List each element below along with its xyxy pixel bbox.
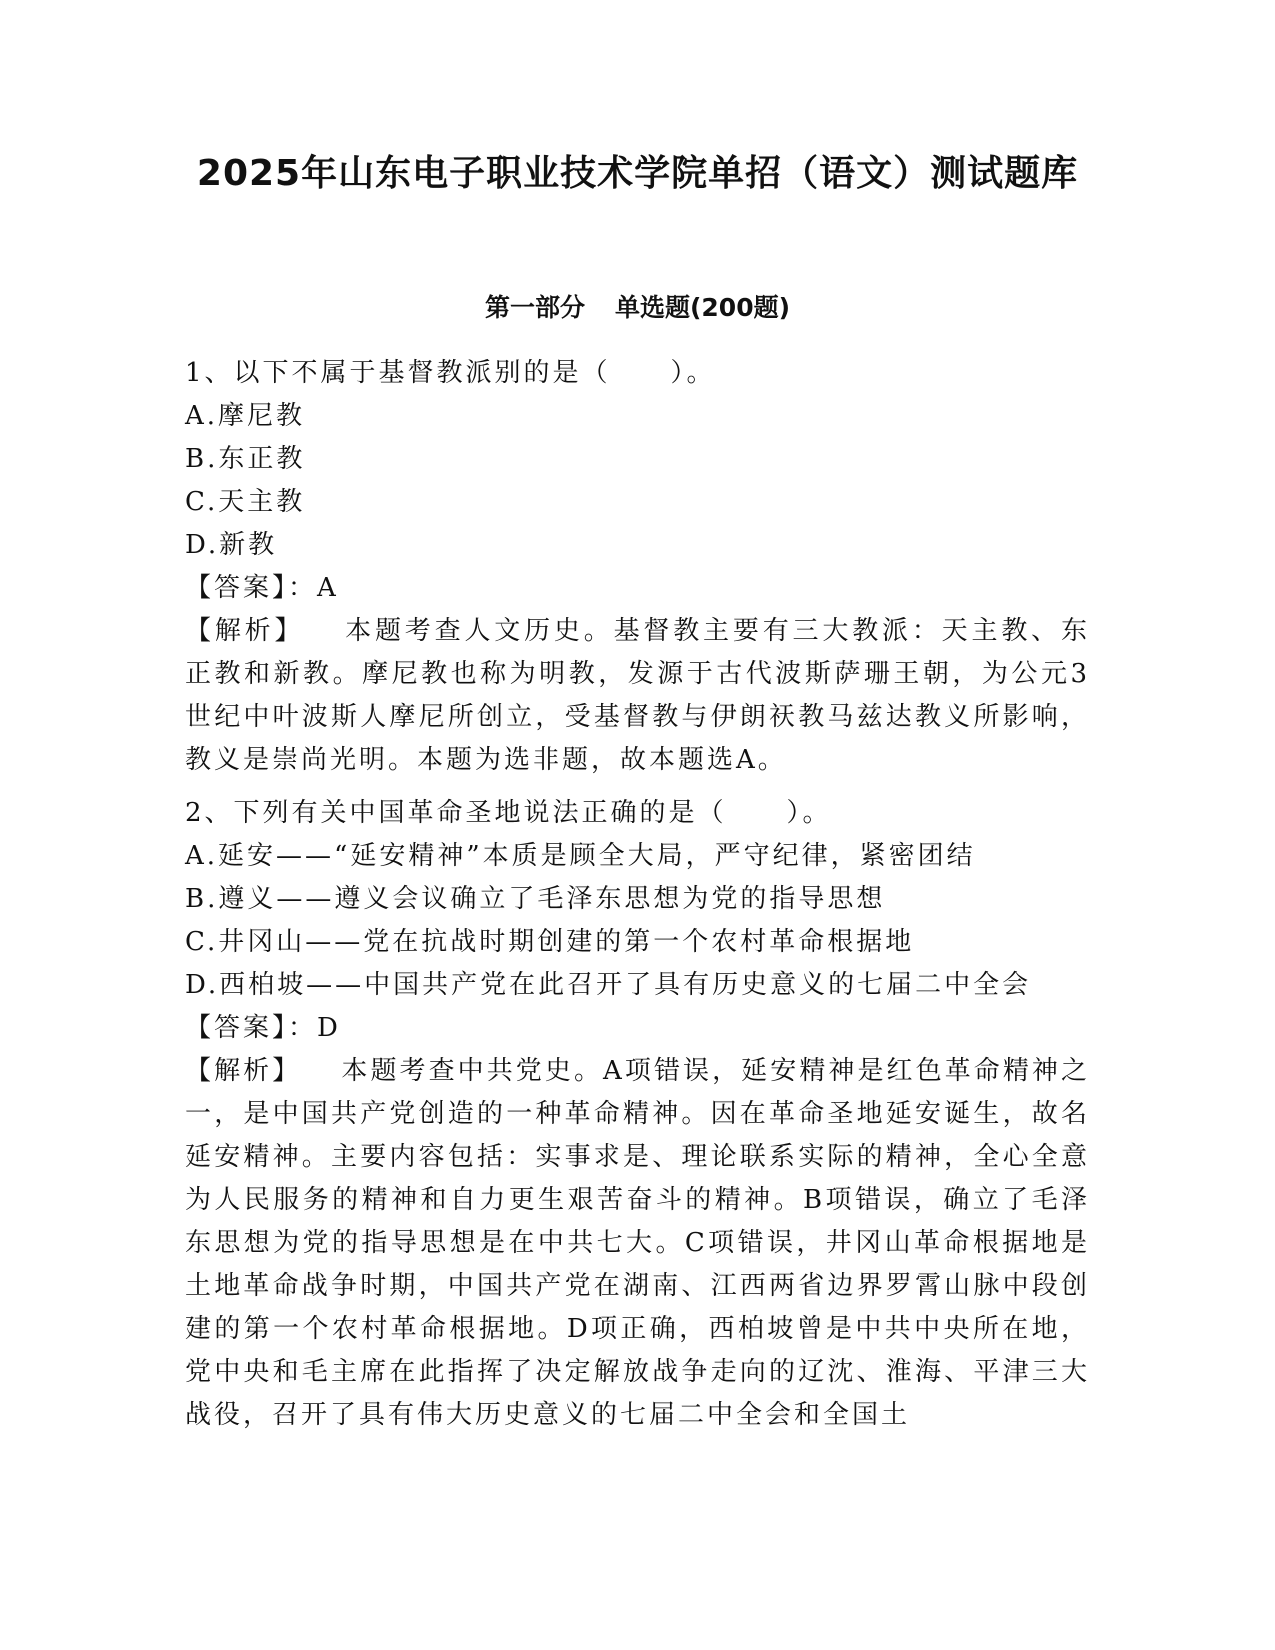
analysis-label: 【解析】 [185, 616, 305, 646]
answer-value: A [317, 573, 339, 603]
option-c: C.井冈山——党在抗战时期创建的第一个农村革命根据地 [185, 927, 915, 957]
option-b: B.遵义——遵义会议确立了毛泽东思想为党的指导思想 [185, 884, 886, 914]
option-a: A.延安——“延安精神”本质是顾全大局，严守纪律，紧密团结 [185, 841, 976, 871]
analysis-text: 本题考查中共党史。A项错误，延安精神是红色革命精神之一，是中国共产党创造的一种革命精神。因在革命圣地延安诞生，故名延安精神。主要内容包括：实事求是、理论联系实际的精神，全心全意为人民服务的精神和自力更生艰苦奋斗的精神。B项错误，确立了毛泽东思想为党的指导思想是在中共七大。C项错误，井冈山革命根据地是土地革命战争时期，中国共产党在湖南、江西两省边界罗霄山脉中段创建的第一个农村革命根据地。D项正确，西柏坡曾是中共中央所在地，党中央和毛主席在此指挥了决定解放战争走向的辽沈、淮海、平津三大战役，召开了具有伟大历史意义的七届二中全会和全国土 [185, 1056, 1090, 1430]
section-part: 第一部分 [484, 293, 585, 322]
analysis-label: 【解析】 [185, 1056, 302, 1086]
section-name: 单选题(200题) [614, 293, 791, 322]
question-list [185, 352, 1090, 1437]
answer-label: 【答案】： [185, 1013, 318, 1043]
question-stem [185, 792, 1090, 835]
stem-text: 2、下列有关中国革命圣地说法正确的是（ [185, 798, 727, 828]
answer-line [185, 1007, 1090, 1050]
question-1 [185, 352, 1090, 782]
analysis-paragraph [185, 1050, 1090, 1437]
question-2 [185, 792, 1090, 1437]
option-c: C.天主教 [185, 487, 306, 517]
option-b: B.东正教 [185, 444, 306, 474]
stem-text: 1、以下不属于基督教派别的是（ [185, 358, 611, 388]
answer-line [185, 567, 1090, 610]
option-d: D.新教 [185, 530, 278, 560]
answer-label: 【答案】： [185, 573, 318, 603]
page-title: 2025年山东电子职业技术学院单招（语文）测试题库 [196, 153, 1079, 194]
stem-end: ）。 [786, 798, 832, 828]
analysis-text: 本题考查人文历史。基督教主要有三大教派：天主教、东正教和新教。摩尼教也称为明教，发源于古代波斯萨珊王朝，为公元3世纪中叶波斯人摩尼所创立，受基督教与伊朗祆教马兹达教义所影响，教义是崇尚光明。本题为选非题，故本题选A。 [185, 616, 1090, 775]
section-heading [0, 290, 1275, 326]
option-a: A.摩尼教 [185, 401, 306, 431]
stem-end: ）。 [670, 358, 716, 388]
analysis-paragraph [185, 610, 1090, 782]
answer-value: D [317, 1013, 341, 1043]
question-stem [185, 352, 1090, 395]
option-d: D.西柏坡——中国共产党在此召开了具有历史意义的七届二中全会 [185, 970, 1032, 1000]
